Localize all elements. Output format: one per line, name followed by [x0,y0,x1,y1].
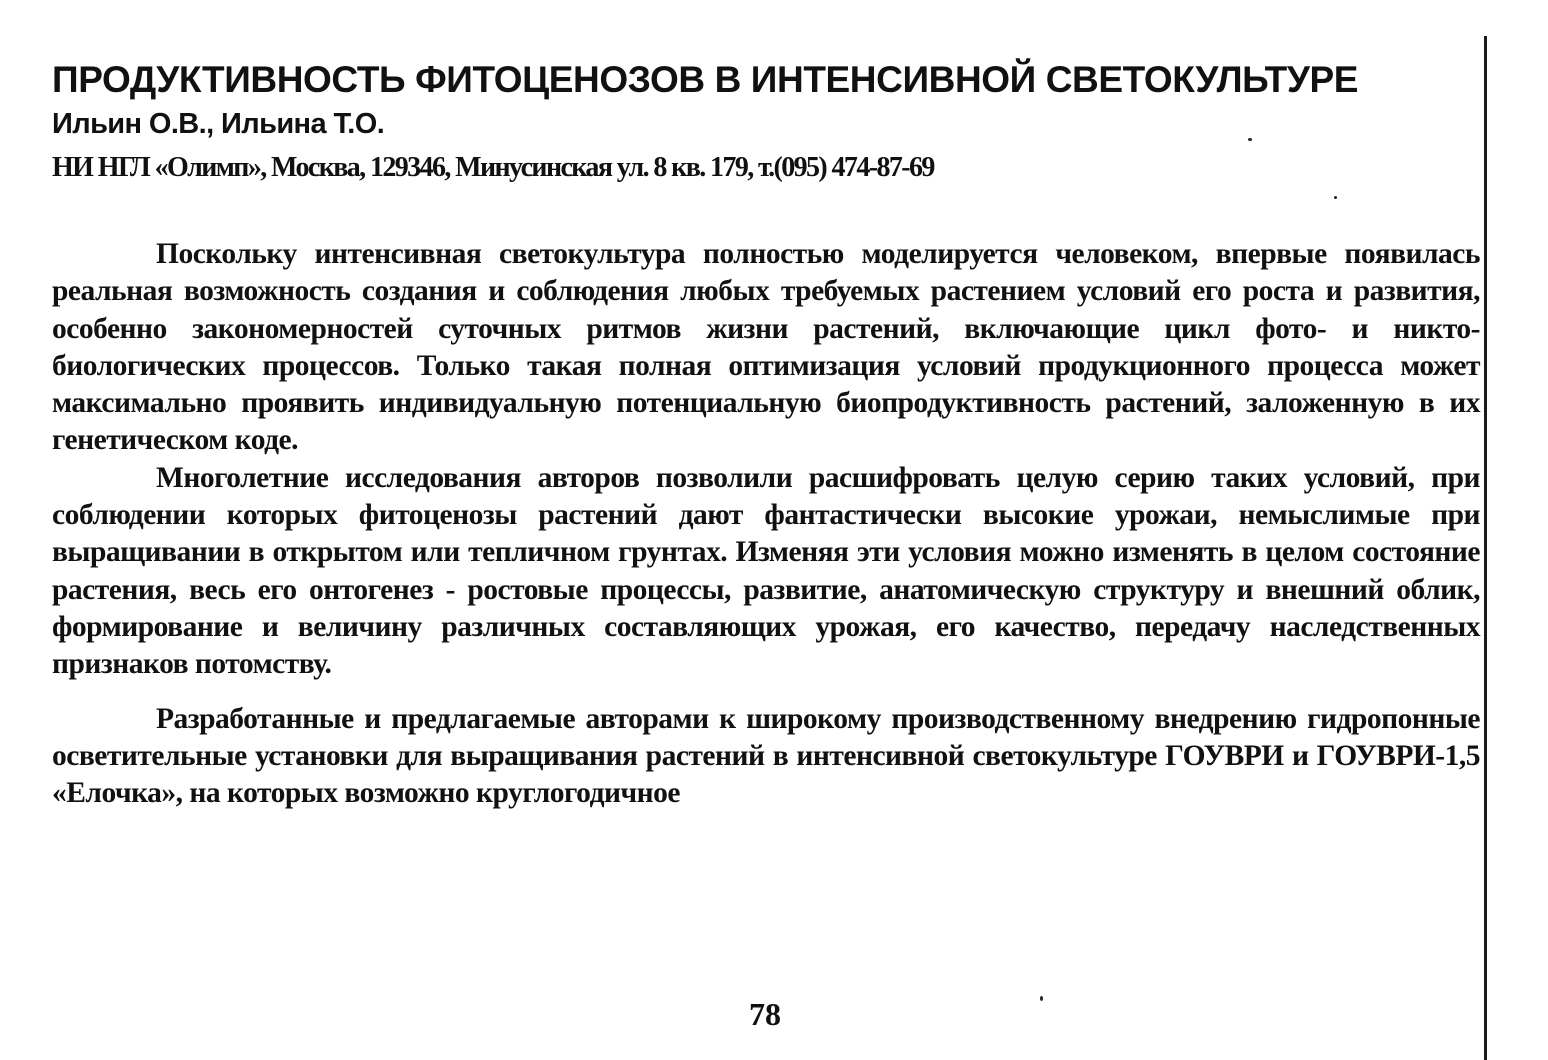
paragraph-2: Многолетние исследования авторов позволили расшифровать целую серию таких условий, при соблюдении которых фитоценозы растений дают фантастически высокие урожаи, немыслимые при выращивании в открытом или тепличном грунтах. Изменяя эти условия можно изменять в целом состояние растения, весь его онтогенез - ростовые процессы, развитие, анатомическую структуру и внешний облик, формирование и величину различных составляющих урожая, его качество, передачу наследственных признаков потомству. [52,461,1480,681]
paragraph-3: Разработанные и предлагаемые авторами к широкому производственному внедрению гидропонные осветительные установки для выращивания растений в интенсивной светокультуре ГОУВРИ и ГОУВРИ-1,5 «Елочка», на которых возможно круглогодичное [52,702,1480,810]
scan-margin-line [1484,36,1487,1060]
document-authors: Ильин О.В., Ильина Т.О. [52,108,385,140]
document-title: ПРОДУКТИВНОСТЬ ФИТОЦЕНОЗОВ В ИНТЕНСИВНОЙ СВЕТОКУЛЬТУРЕ [52,59,1359,100]
scan-speck [1334,196,1337,199]
document-affiliation: НИ НГЛ «Олимп», Москва, 129346, Минусинская ул. 8 кв. 179, т.(095) 474-87-69 [52,152,934,183]
scan-speck [1040,996,1043,1001]
scan-speck [1248,138,1252,141]
document-body [52,236,1480,812]
paragraph-1: Поскольку интенсивная светокультура полностью моделируется человеком, впервые появилась реальная возможность создания и соблюдения любых требуемых растением условий его роста и развития, особенно закономерностей суточных ритмов жизни растений, включающие цикл фото- и никто- биологических процессов. Только такая полная оптимизация условий продукционного процесса может максимально проявить индивидуальную потенциальную биопродуктивность растений, заложенную в их генетическом коде. [52,238,1480,457]
page-number: 78 [749,996,781,1032]
